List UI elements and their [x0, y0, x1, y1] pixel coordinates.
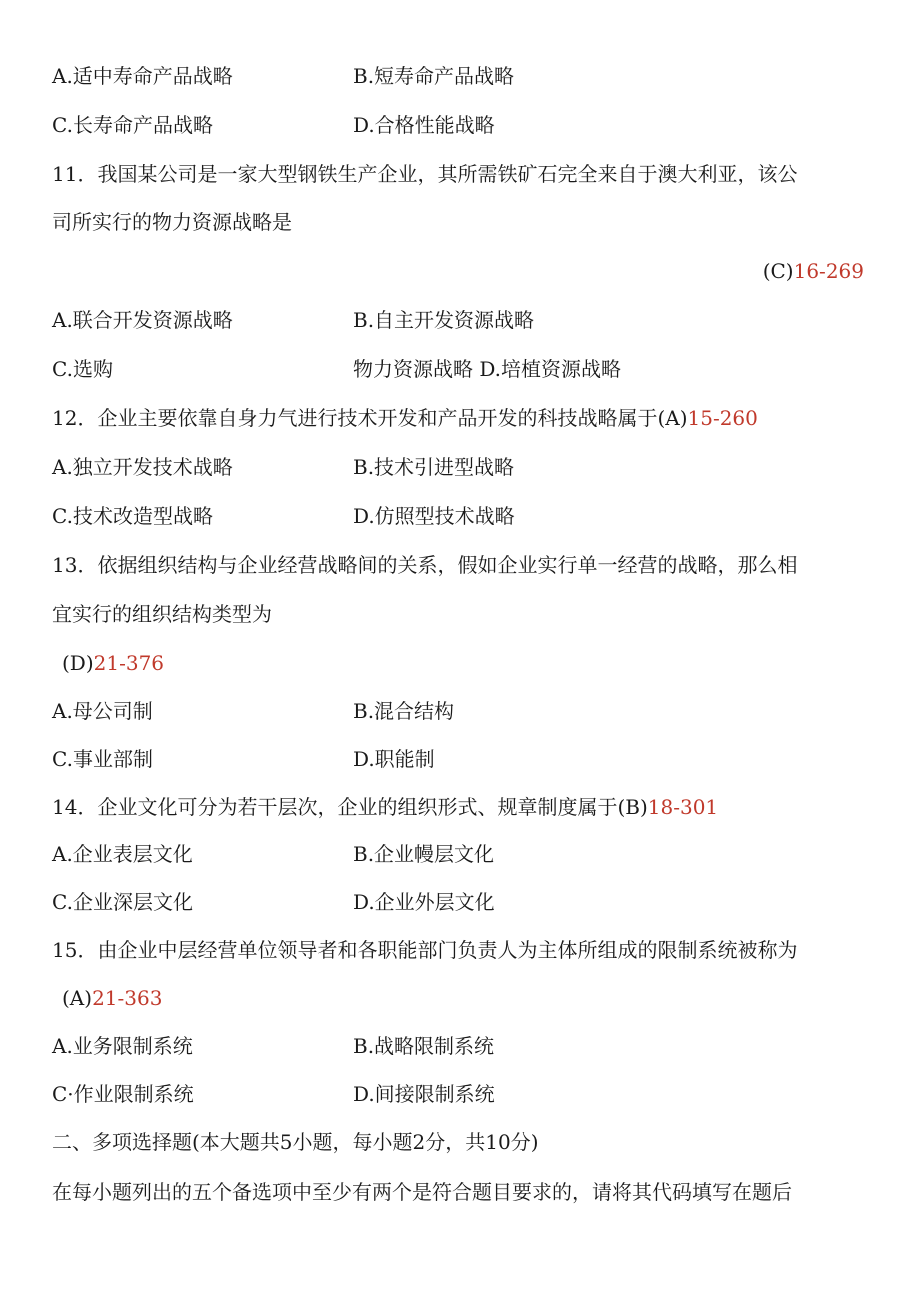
- q11-reference: 16-269: [793, 259, 864, 283]
- q14-option-a: A.企业表层文化: [52, 842, 193, 866]
- q10-option-c: C.长寿命产品战略: [52, 113, 213, 137]
- q12-option-a: A.独立开发技术战略: [52, 455, 233, 479]
- q10-option-b: B.短寿命产品战略: [353, 64, 515, 88]
- q13-option-c: C.事业部制: [52, 747, 153, 771]
- q15-reference: 21-363: [92, 986, 163, 1010]
- q11-answer: (C): [762, 259, 794, 283]
- q12-text-line: [52, 404, 758, 432]
- q10-option-d: D.合格性能战略: [353, 113, 495, 137]
- q15-option-a: A.业务限制系统: [52, 1034, 193, 1058]
- q14-option-b: B.企业幔层文化: [353, 842, 495, 866]
- q15-option-c: C·作业限制系统: [52, 1082, 194, 1106]
- q14-reference: 18-301: [647, 795, 719, 819]
- q13-option-d: D.职能制: [353, 747, 435, 771]
- q13-option-b: B.混合结构: [353, 699, 455, 723]
- q15-option-d: D.间接限制系统: [353, 1082, 495, 1106]
- q12-option-b: B.技术引进型战略: [353, 455, 515, 479]
- q13-text-line1: 13．依据组织结构与企业经营战略间的关系，假如企业实行单一经营的战略，那么相: [52, 553, 798, 577]
- q11-option-c-continued: 物力资源战略 D.培植资源战略: [353, 357, 622, 381]
- q14-text-line: [52, 793, 718, 821]
- q13-text-line2: 宜实行的组织结构类型为: [52, 602, 272, 626]
- section2-heading: 二、多项选择题(本大题共5小题，每小题2分，共10分): [52, 1130, 539, 1154]
- q12-option-c: C.技术改造型战略: [52, 504, 213, 528]
- q10-option-a: A.适中寿命产品战略: [52, 64, 233, 88]
- section2-instruction: 在每小题列出的五个备选项中至少有两个是符合题目要求的，请将其代码填写在题后: [52, 1180, 792, 1204]
- q15-option-b: B.战略限制系统: [353, 1034, 495, 1058]
- q13-answer: (D): [62, 651, 94, 675]
- q15-answer: (A): [62, 986, 93, 1010]
- q11-option-a: A.联合开发资源战略: [52, 308, 233, 332]
- q12-text: 12．企业主要依靠自身力气进行技术开发和产品开发的科技战略属于(A): [52, 406, 688, 430]
- q14-text: 14．企业文化可分为若干层次，企业的组织形式、规章制度属于(B): [52, 795, 648, 819]
- q11-option-c: C.选购: [52, 357, 113, 381]
- q11-option-b: B.自主开发资源战略: [353, 308, 535, 332]
- q12-option-d: D.仿照型技术战略: [353, 504, 515, 528]
- q12-reference: 15-260: [687, 406, 758, 430]
- q13-option-a: A.母公司制: [52, 699, 153, 723]
- q15-answer-line: [62, 984, 162, 1012]
- q11-text-line2: 司所实行的物力资源战略是: [52, 210, 292, 234]
- q14-option-d: D.企业外层文化: [353, 890, 495, 914]
- q13-answer-line: [62, 649, 164, 677]
- q15-text-line: 15．由企业中层经营单位领导者和各职能部门负责人为主体所组成的限制系统被称为: [52, 938, 798, 962]
- q13-reference: 21-376: [93, 651, 165, 675]
- q14-option-c: C.企业深层文化: [52, 890, 193, 914]
- q11-text-line1: 11．我国某公司是一家大型钢铁生产企业，其所需铁矿石完全来自于澳大利亚，该公: [52, 162, 798, 186]
- q11-answer-line: [763, 257, 864, 285]
